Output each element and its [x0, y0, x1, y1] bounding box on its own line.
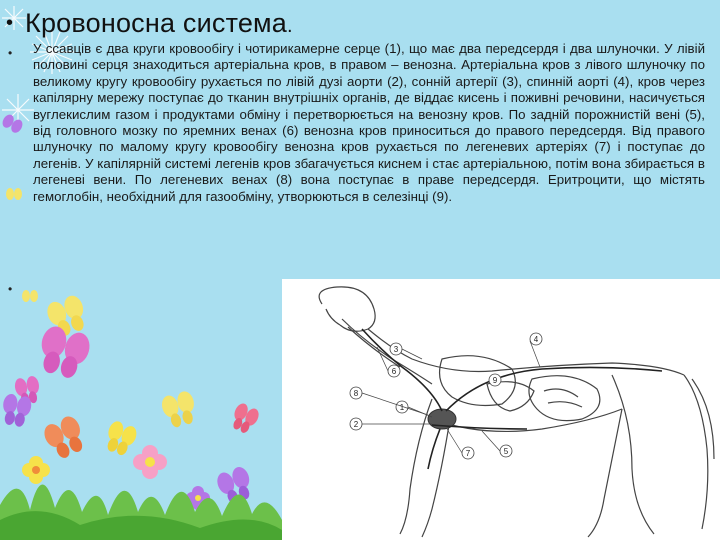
- label-marker-2: [350, 418, 362, 430]
- label-1: 1: [399, 403, 405, 412]
- page-title: [25, 8, 293, 39]
- title-bullet: •: [6, 11, 14, 34]
- label-7: 7: [465, 449, 471, 458]
- label-marker-6: [388, 365, 400, 377]
- body-paragraph: У ссавців є два круги кровообігу і чотирикамерне серце (1), що має два передсердя і два шлуночки. У лівій половині серця знаходиться артеріальна кров, в правом – венозна. Артеріальна кров з лівого шлуночку по великому кругу кровообігу рухається по лівій дузі аорти (2), сонній артерії (3), спинній аорті (4), кров через капілярну мережу поступає до тканин внутрішніх органів, де віддає кисень і поживні речовини, насичується вуглекислим газом і продуктами обміну і перетворюється на венозну кров. По задній порожнистій вені (5), від головного мозку по яремних венах (6) венозна кров приноситься до правого передсердя. Від правого шлуночку по малому кругу кровообігу венозна кров рухається по легеневих артеріях (7) і поступає до легенів. У капілярній системі легенів кров збагачується киснем і стає артеріальною, потім вона збирається в легеневі вени. По легеневих венах (8) вона поступає в праве передсердя. Еритроцити, що містять гемоглобін, необхідний для газообміну, утворюються в селезінці (9).: [33, 41, 705, 204]
- label-marker-9: [489, 374, 501, 386]
- circulatory-diagram: [282, 279, 720, 540]
- label-3: 3: [393, 345, 399, 354]
- empty-bullet: •: [8, 282, 13, 296]
- label-8: 8: [353, 389, 359, 398]
- mammal-anatomy-illustration: [282, 279, 720, 540]
- label-marker-3: [390, 343, 402, 355]
- label-marker-8: [350, 387, 362, 399]
- label-marker-7: [462, 447, 474, 459]
- title-row: [6, 6, 293, 40]
- label-4: 4: [533, 335, 539, 344]
- page-title-period: .: [287, 14, 293, 37]
- label-2: 2: [353, 420, 359, 429]
- label-5: 5: [503, 447, 509, 456]
- body-bullet: •: [8, 46, 13, 60]
- label-marker-5: [500, 445, 512, 457]
- label-6: 6: [391, 367, 397, 376]
- page-title-text: Кровоносна система: [25, 7, 288, 38]
- label-marker-4: [530, 333, 542, 345]
- label-9: 9: [492, 376, 498, 385]
- label-marker-1: [396, 401, 408, 413]
